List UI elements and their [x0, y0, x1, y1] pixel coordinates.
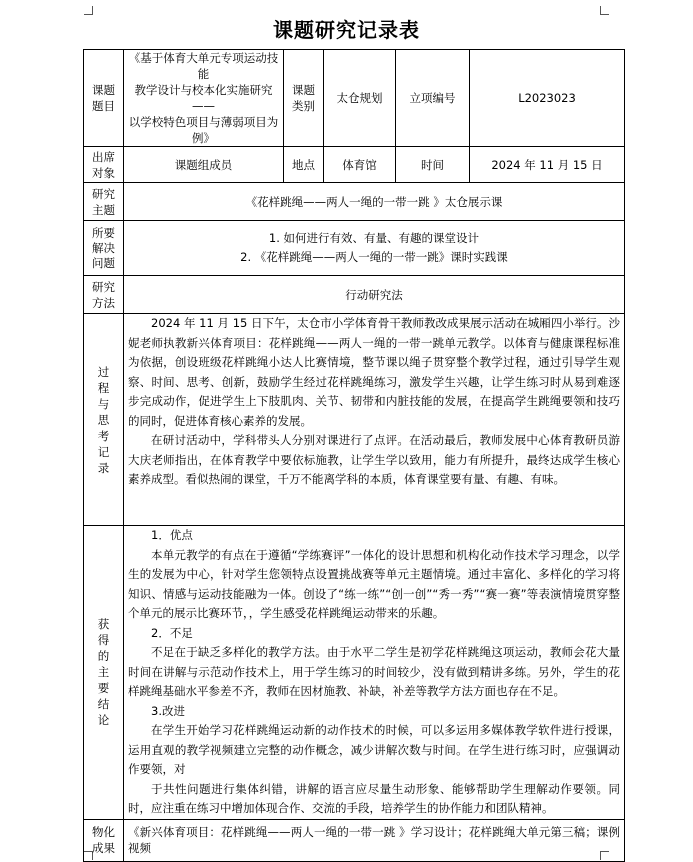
problems-value[interactable] [124, 221, 625, 276]
outcome-value[interactable]: 《新兴体育项目：花样跳绳——两人一绳的一带一跳 》学习设计；花样跳绳大单元第三稿；课例视频 [124, 819, 625, 861]
attendee-value[interactable]: 课题组成员 [124, 147, 284, 183]
topic-value[interactable]: 《基于体育大单元专项运动技能 教学设计与校本化实施研究—— 以学校特色项目与薄弱项目为 例》 [124, 50, 284, 147]
row-outcomes [84, 819, 625, 861]
section-heading: 1．优点 [151, 528, 193, 542]
process-paragraph: 2024 年 11 月 15 日下午，太仓市小学体育骨干教师教改成果展示活动在城厢四小举行。沙妮老师执教新兴体育项目：花样跳绳——两人一绳的一带一跳单元教学。以体育与健康课程标准为依据，创设班级花样跳绳小达人比赛情境，整节课以绳子贯穿整个教学过程，通过引导学生观察、时间、思考、创新，鼓励学生经过花样跳绳练习，激发学生兴趣，让学生练习时从易到难逐步完成动作，促进学生上下肢肌肉、关节、韧带和内脏技能的发展，在提高学生跳绳要领和技巧的同时，促进体育核心素养的发展。 [128, 316, 620, 428]
page-title: 课题研究记录表 [273, 18, 420, 42]
method-value[interactable]: 行动研究法 [124, 276, 625, 314]
time-value[interactable]: 2024 年 11 月 15 日 [470, 147, 625, 183]
time-label: 时间 [396, 147, 470, 183]
project-no-label: 立项编号 [396, 50, 470, 147]
row-conclusions [84, 526, 625, 820]
theme-value[interactable]: 《花样跳绳——两人一绳的一带一跳 》太仓展示课 [124, 183, 625, 221]
theme-label: 研究 主题 [84, 183, 124, 221]
problems-label: 所要 解决 问题 [84, 221, 124, 276]
section-heading: 2．不足 [151, 625, 193, 640]
row-method [84, 276, 625, 314]
process-record[interactable] [124, 314, 625, 526]
conclusion-record[interactable] [124, 526, 625, 820]
category-value[interactable]: 太仓规划 [324, 50, 396, 147]
problem-item: 2. 《花样跳绳——两人一绳的一带一跳》课时实践课 [240, 250, 508, 264]
category-label: 课题 类别 [284, 50, 324, 147]
place-value[interactable]: 体育馆 [324, 147, 396, 183]
section-body: 本单元教学的有点在于遵循“学练赛评”一体化的设计思想和机构化动作技术学习理念，以学生的发展为中心，针对学生您领特点设置挑战赛等单元主题情境。通过丰富化、多样化的学习将知识、情感与运动技能融为一体。创设了“练一练”“创一创”“秀一秀”“赛一赛”等表演情境贯穿整个单元的展示比赛环节，，学生感受花样跳绳运动带来的乐趣。 [128, 547, 620, 620]
section-body: 于共性问题进行集体纠错，讲解的语言应尽量生动形象、能够帮助学生理解动作要领。同时，应注重在练习中增加体现合作、交流的手段，培养学生的协作能力和团队精神。 [128, 781, 620, 815]
row-problems [84, 221, 625, 276]
section-heading: 3.改进 [151, 703, 185, 718]
process-label: 过 程 与 思 考 记 录 [84, 314, 124, 526]
row-attendees [84, 147, 625, 183]
method-label: 研究 方法 [84, 276, 124, 314]
place-label: 地点 [284, 147, 324, 183]
topic-label: 课题 题目 [84, 50, 124, 147]
row-research-theme [84, 183, 625, 221]
conclusion-label: 获 得 的 主 要 结 论 [84, 526, 124, 820]
outcome-label: 物化 成果 [84, 819, 124, 861]
attendee-label: 出席 对象 [84, 147, 124, 183]
section-body: 不足在于缺乏多样化的教学方法。由于水平二学生是初学花样跳绳这项运动，教师会花大量时间在讲解与示范动作技术上，用于学生练习的时间较少，没有做到精讲多练。另外，学生的花样跳绳基础水平参差不齐，教师在因材施教、补缺，补差等教学方法方面也存在不足。 [128, 645, 620, 698]
project-no-value[interactable]: L2023023 [470, 50, 625, 147]
research-record-table [83, 49, 625, 862]
row-process [84, 314, 625, 526]
problem-item: 1. 如何进行有效、有量、有趣的课堂设计 [268, 231, 480, 245]
text-cursor [624, 200, 625, 214]
row-topic [84, 50, 625, 147]
section-body: 在学生开始学习花样跳绳运动新的动作技术的时候，可以多运用多媒体教学软件进行授课，运用直观的教学视频建立完整的动作概念，减少讲解次数与时间。在学生进行练习时，应强调动作要领，对 [128, 723, 620, 776]
process-paragraph: 在研讨活动中，学科带头人分别对课进行了点评。在活动最后，教师发展中心体育教研员游大庆老师指出，在体育教学中要依标施教，让学生学以致用，能力有所提升，最终达成学生核心素养成型。看似热闹的课堂，千万不能离学科的本质，体育课堂要有量、有趣、有味。 [128, 433, 620, 486]
